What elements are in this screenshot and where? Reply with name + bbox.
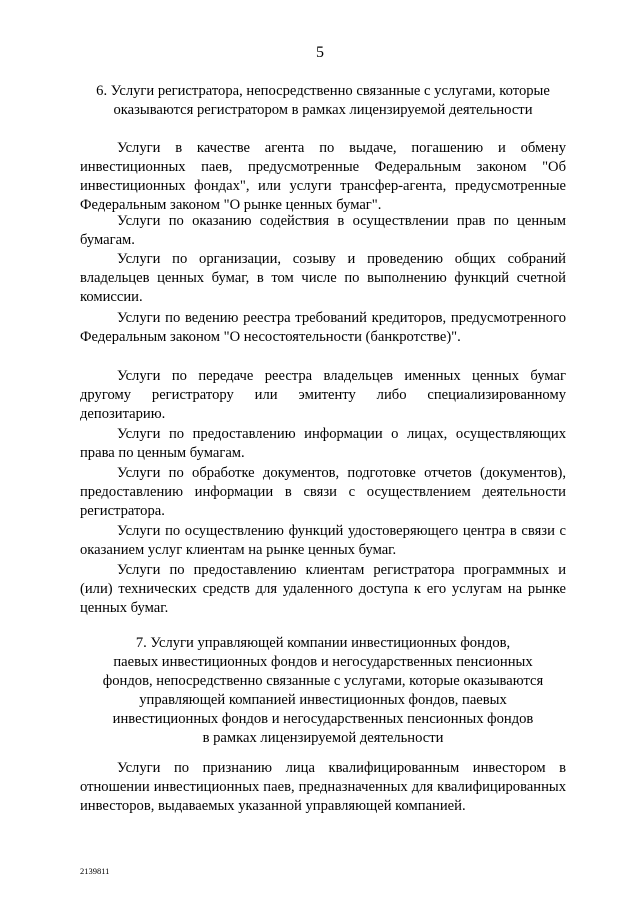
section-6-heading-line: оказываются регистратором в рамках лицензируемой деятельности	[113, 102, 533, 118]
document-id: 2139811	[80, 866, 110, 876]
section-6-paragraph: Услуги по предоставлению информации о лицах, осуществляющих права по ценным бумагам.	[80, 426, 566, 461]
page-number: 5	[316, 44, 324, 61]
section-6-paragraph: Услуги в качестве агента по выдаче, погашению и обмену инвестиционных паев, предусмотренные Федеральным законом "Об инвестиционных фондах", или услуги трансфер-агента, предусмотренные Федеральным законом "О рынке ценных бумаг".	[80, 140, 566, 213]
section-7-heading-line: 7. Услуги управляющей компании инвестиционных фондов,	[135, 635, 511, 651]
section-7-heading-line: управляющей компанией инвестиционных фондов, паевых	[139, 692, 507, 708]
section-6-paragraph: Услуги по организации, созыву и проведению общих собраний владельцев ценных бумаг, в том числе по выполнению функций счетной комиссии.	[80, 251, 566, 305]
section-7-heading-line: паевых инвестиционных фондов и негосударственных пенсионных	[113, 654, 533, 670]
section-6-heading	[80, 82, 566, 120]
section-7-heading-line: инвестиционных фондов и негосударственных пенсионных фондов	[112, 711, 534, 727]
section-6-paragraph: Услуги по передаче реестра владельцев именных ценных бумаг другому регистратору или эмитенту либо специализированному депозитарию.	[80, 368, 566, 422]
section-7-heading	[80, 634, 566, 748]
section-6-paragraph: Услуги по обработке документов, подготовке отчетов (документов), предоставлению информации в связи с осуществлением деятельности регистратора.	[80, 465, 566, 519]
section-7-paragraph: Услуги по признанию лица квалифицированным инвестором в отношении инвестиционных паев, предназначенных для квалифицированных инвесторов, выдаваемых указанной управляющей компанией.	[80, 760, 566, 814]
section-6-paragraph: Услуги по предоставлению клиентам регистратора программных и (или) технических средств для удаленного доступа к его услугам на рынке ценных бумаг.	[80, 562, 566, 616]
section-6-paragraph: Услуги по осуществлению функций удостоверяющего центра в связи с оказанием услуг клиентам на рынке ценных бумаг.	[80, 523, 566, 558]
section-6-heading-line: 6. Услуги регистратора, непосредственно связанные с услугами, которые	[96, 83, 550, 99]
section-6-paragraph: Услуги по оказанию содействия в осуществлении прав по ценным бумагам.	[80, 213, 566, 248]
section-7-heading-line: в рамках лицензируемой деятельности	[202, 730, 444, 746]
section-6-paragraph: Услуги по ведению реестра требований кредиторов, предусмотренного Федеральным законом "О несостоятельности (банкротстве)".	[80, 310, 566, 345]
section-7-heading-line: фондов, непосредственно связанные с услугами, которые оказываются	[102, 673, 544, 689]
